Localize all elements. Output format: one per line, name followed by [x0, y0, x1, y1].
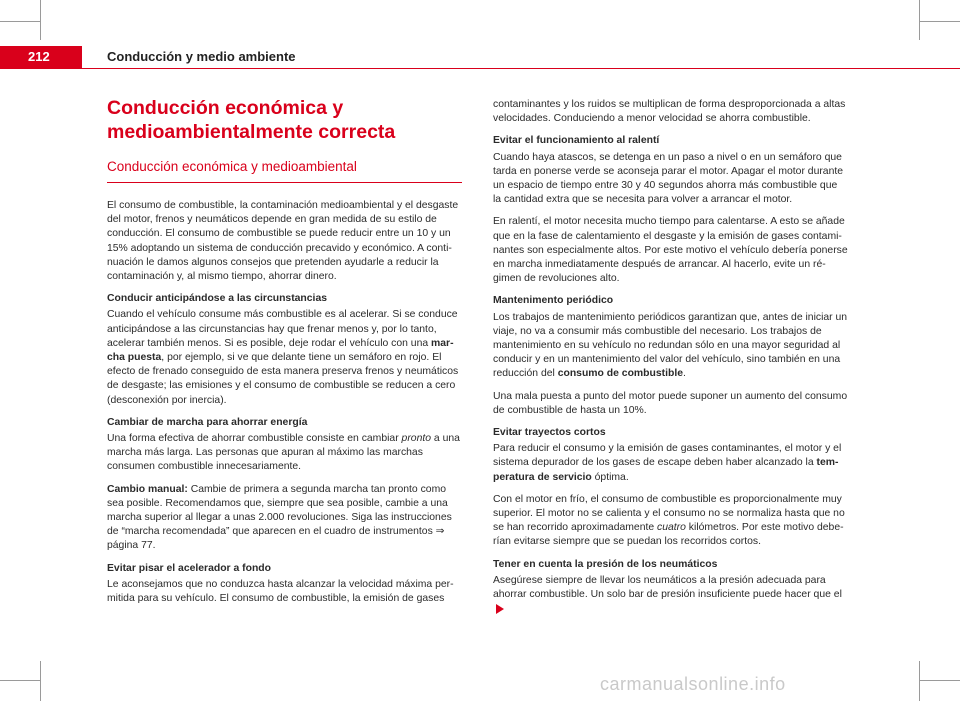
- crop-mark: [920, 680, 960, 681]
- subheading-short-trips: Evitar trayectos cortos: [493, 427, 606, 439]
- paragraph-floor: Le aconsejamos que no conduzca hasta alcanzar la velocidad máxima permitida para su vehículo. El consumo de combustible, la emisión de gases: [107, 578, 454, 605]
- subheading-anticipate: Conducir anticipándose a las circunstancias: [107, 293, 328, 305]
- crop-mark: [0, 21, 40, 22]
- crop-mark: [0, 680, 40, 681]
- paragraph-continued: contaminantes y los ruidos se multiplican de forma desproporcionada a altas velocidades. Conduciendo a menor velocidad se ahorra combustible.: [493, 99, 846, 125]
- page-number: 212: [0, 46, 82, 68]
- paragraph-idle: Cuando haya atascos, se detenga en un paso a nivel o en un semáforo que tarda en ponerse verde se aconseja parar el motor. Apagar el motor durante un espacio de tiempo entre 30 y 40 segundos ahorra más combustible que la cantidad extra que se necesita para volver a arrancar el motor.: [493, 151, 844, 206]
- paragraph-short-trips: Para reducir el consumo y la emisión de gases contaminantes, el motor y el sistema depurador de los gases de escape deben haber alcanzado la temperatura de servicio óptima.: [493, 443, 842, 483]
- intro-paragraph: El consumo de combustible, la contaminación medioambiental y el desgaste del motor, frenos y neumáticos depende en gran medida de su estilo de conducción. El consumo de combustible se puede reducir entre un 10 y un 15% adoptando un sistema de conducción precavido y económico. A continuación le damos algunos consejos que pretenden ayudarle a reducir la contaminación y, al mismo tiempo, ahorrar dinero.: [107, 200, 459, 283]
- crop-mark: [40, 0, 41, 40]
- subheading-maintenance: Mantenimento periódico: [493, 295, 614, 307]
- paragraph-anticipate: Cuando el vehículo consume más combustible es al acelerar. Si se conduce anticipándose a las circunstancias hay que frenar menos y, por lo tanto, acelerar también menos. Si es posible, deje rodar el vehículo con una marcha puesta, por ejemplo, si ve que delante tiene un semáforo en rojo. El efecto de frenado conseguido de esta manera preserva frenos y neumáticos de desgaste; las emisiones y el consumo de combustible se reducen a cero (desconexión por inercia).: [107, 309, 459, 406]
- subheading-gear: Cambiar de marcha para ahorrar energía: [107, 416, 308, 428]
- section-title: Conducción económica y medioambiental: [107, 158, 462, 183]
- paragraph-idle-2: En ralentí, el motor necesita mucho tiempo para calentarse. A esto se añade que en la fase de calentamiento el desgaste y la emisión de gases contaminantes son especialmente altos. Por este motivo el vehículo debería ponerse en marcha inmediatamente después de arrancar. Al hacerlo, evite un régimen de revoluciones alto.: [493, 216, 848, 285]
- subheading-floor: Evitar pisar el acelerador a fondo: [107, 562, 272, 574]
- paragraph-gear: Una forma efectiva de ahorrar combustible consiste en cambiar pronto a una marcha más larga. Las personas que apuran al máximo las marchas consumen combustible innecesariamente.: [107, 433, 460, 473]
- crop-mark: [919, 661, 920, 701]
- paragraph-manual: Cambio manual: Cambie de primera a segunda marcha tan pronto como sea posible. Recomendamos que, siempre que sea posible, cambie a una marcha superior al llegar a unas 2.000 revoluciones. Siga las instrucciones de “marcha recomendada” que aparecen en el cuadro de instrumentos ⇒ página 77.: [107, 483, 452, 552]
- crop-mark: [919, 0, 920, 40]
- main-title: Conducción económica y medioambientalmente correcta: [107, 97, 396, 143]
- paragraph-tyre-pressure: Asegúrese siempre de llevar los neumáticos a la presión adecuada para ahorrar combustible. Un solo bar de presión insuficiente puede hacer que el: [493, 574, 848, 617]
- paragraph-maintenance: Los trabajos de mantenimiento periódicos garantizan que, antes de iniciar un viaje, no va a consumir más combustible del necesario. Los trabajos de mantenimiento en su vehículo no redundan sólo en una mayor seguridad al conducir y en un mantenimiento del valor del vehículo, sino también en una reducción del consumo de combustible.: [493, 311, 848, 380]
- right-column: [493, 98, 848, 625]
- continue-arrow-icon[interactable]: [496, 604, 504, 614]
- crop-mark: [40, 661, 41, 701]
- left-column: [107, 96, 462, 614]
- crop-mark: [920, 21, 960, 22]
- subheading-idle: Evitar el funcionamiento al ralentí: [493, 135, 660, 147]
- subheading-tyre-pressure: Tener en cuenta la presión de los neumáticos: [493, 558, 718, 570]
- header-rule: [0, 68, 960, 69]
- running-title: Conducción y medio ambiente: [107, 49, 296, 64]
- paragraph-short-trips-2: Con el motor en frío, el consumo de combustible es proporcionalmente muy superior. El motor no se calienta y el consumo no se normaliza hasta que no se han recorrido aproximadamente cuatro kilómetros. Por este motivo deberían evitarse siempre que se puedan los recorridos cortos.: [493, 493, 845, 548]
- watermark: carmanualsonline.info: [600, 674, 786, 694]
- paragraph-maintenance-2: Una mala puesta a punto del motor puede suponer un aumento del consumo de combustible de hasta un 10%.: [493, 390, 848, 416]
